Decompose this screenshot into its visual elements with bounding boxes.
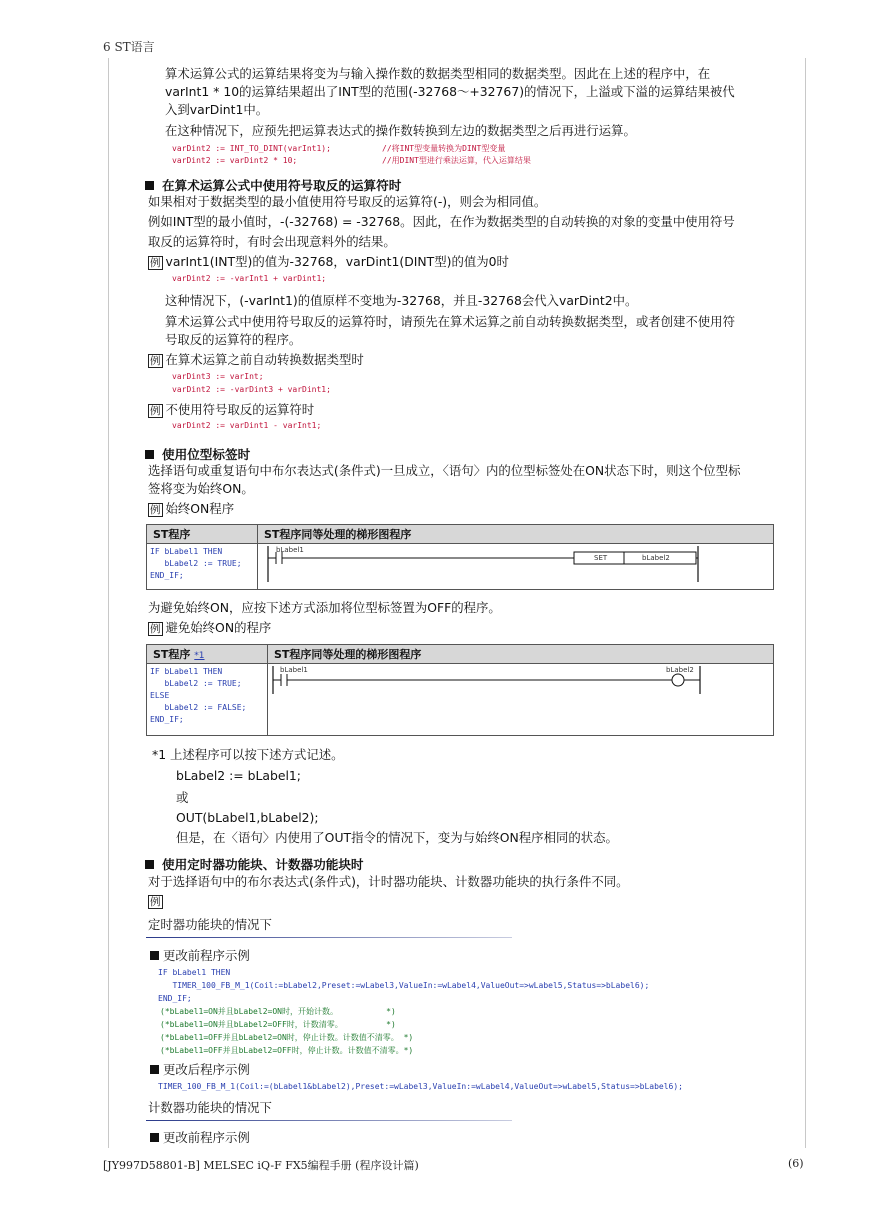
timer-before-code2: TIMER_100_FB_M_1(Coil:=bLabel2,Preset:=wLabel3,ValueIn:=wLabel4,ValueOut=>wLabel5,Status=>bLabel6); — [158, 981, 650, 990]
p1-code2-comment: //用DINT型进行乘法运算，代入运算结果 — [382, 156, 531, 165]
heading-square-icon — [145, 181, 154, 190]
bullet-square-icon — [150, 1133, 159, 1142]
heading-square-icon — [145, 450, 154, 459]
s1-example1-code: varDint2 := -varInt1 + varDint1; — [172, 274, 327, 283]
p1-line1: 算术运算公式的运算结果将变为与输入操作数的数据类型相同的数据类型。因此在上述的程序中，在 — [165, 66, 711, 81]
timer-before-label: 更改前程序示例 — [150, 948, 250, 964]
footnote-line5: 但是，在〈语句〉内使用了OUT指令的情况下，变为与始终ON程序相同的状态。 — [176, 830, 618, 845]
table2-header-ladder: ST程序同等处理的梯形图程序 — [268, 645, 774, 664]
p1-line4: 在这种情况下，应预先把运算表达式的操作数转换到左边的数据类型之后再进行运算。 — [165, 123, 636, 138]
table2-header-st: ST程序 *1 — [147, 645, 268, 664]
s1-example2-code2: varDint2 := -varDint3 + varDint1; — [172, 385, 331, 394]
s1-example2: 例 在算术运算之前自动转换数据类型时 — [150, 352, 364, 367]
s3-line1: 对于选择语句中的布尔表达式(条件式)，计时器功能块、计数器功能块的执行条件不同。 — [148, 874, 629, 889]
s2-example1: 例 始终ON程序 — [150, 501, 235, 516]
p1-code2: varDint2 := varDint2 * 10; — [172, 156, 298, 165]
p1-line3: 入到varDint1中。 — [165, 102, 269, 117]
example-badge: 例 — [150, 623, 161, 635]
s2-line3: 为避免始终ON，应按下述方式添加将位型标签置为OFF的程序。 — [148, 600, 501, 615]
footnote-line4: OUT(bLabel1,bLabel2); — [176, 810, 319, 825]
s1-line4: 这种情况下，(-varInt1)的值原样不变地为-32768，并且-32768会代入varDint2中。 — [165, 293, 638, 308]
table2-contact-label: bLabel1 — [280, 666, 308, 674]
table1-target-label: bLabel2 — [642, 554, 670, 562]
page-frame-left — [108, 58, 109, 1148]
s2-line1: 选择语句或重复语句中布尔表达式(条件式)一旦成立，〈语句〉内的位型标签处在ON状态下时，则这个位型标 — [148, 463, 741, 478]
timer-subheading-rule — [146, 937, 512, 938]
table1-st-code: IF bLabel1 THEN bLabel2 := TRUE; END_IF; — [150, 547, 242, 580]
s1-line2: 例如INT型的最小值时，-(-32768) = -32768。因此，在作为数据类型的自动转换的对象的变量中使用符号 — [148, 214, 735, 229]
page-frame-right — [805, 58, 806, 1148]
p1-code1: varDint2 := INT_TO_DINT(varInt1); — [172, 144, 331, 153]
bullet-square-icon — [150, 951, 159, 960]
s1-example1: 例 varInt1(INT型)的值为-32768，varDint1(DINT型)的值为0时 — [150, 254, 509, 269]
heading-square-icon — [145, 860, 154, 869]
footnote-link[interactable]: *1 — [194, 651, 205, 661]
footnote-line2: bLabel2 := bLabel1; — [176, 768, 301, 783]
timer-before-comment4: (*bLabel1=OFF并且bLabel2=OFF时，停止计数。计数值不清零。*) — [160, 1046, 414, 1055]
ladder-diagram-always-on — [258, 544, 772, 586]
counter-subheading-rule — [146, 1120, 512, 1121]
table2-st-code: IF bLabel1 THEN bLabel2 := TRUE; ELSE bLabel2 := FALSE; END_IF; — [150, 667, 247, 724]
timer-before-code3: END_IF; — [158, 994, 192, 1003]
chapter-header: 6 ST语言 — [103, 40, 155, 54]
s1-example3-code: varDint2 := varDint1 - varInt1; — [172, 421, 322, 430]
ladder-diagram-avoid-on — [268, 664, 773, 732]
section-bit-label-heading: 使用位型标签时 — [145, 444, 250, 463]
always-on-table — [146, 524, 774, 590]
s2-example2: 例 避免始终ON的程序 — [150, 620, 272, 635]
footnote-line3: 或 — [176, 790, 189, 805]
s1-line6: 号取反的运算符的程序。 — [165, 332, 302, 347]
table1-header-st: ST程序 — [147, 525, 258, 544]
table1-contact-label: bLabel1 — [276, 546, 304, 554]
example-badge: 例 — [150, 257, 161, 269]
timer-after-label: 更改后程序示例 — [150, 1062, 250, 1078]
footnote-line1: *1 上述程序可以按下述方式记述。 — [152, 747, 344, 762]
timer-before-code1: IF bLabel1 THEN — [158, 968, 231, 977]
footer-manual-title: [JY997D58801-B] MELSEC iQ-F FX5编程手册 (程序设计篇) — [103, 1159, 419, 1172]
s2-line2: 签将变为始终ON。 — [148, 481, 254, 496]
example-badge: 例 — [150, 896, 161, 908]
timer-before-comment2: (*bLabel1=ON并且bLabel2=OFF时，计数清零。 *) — [160, 1020, 396, 1029]
bullet-square-icon — [150, 1065, 159, 1074]
p1-code1-comment: //将INT型变量转换为DINT型变量 — [382, 144, 506, 153]
s1-line1: 如果相对于数据类型的最小值使用符号取反的运算符(-)，则会为相同值。 — [148, 194, 547, 209]
example-badge: 例 — [150, 405, 161, 417]
s1-line3: 取反的运算符时，有时会出现意料外的结果。 — [148, 234, 396, 249]
avoid-always-on-table — [146, 644, 774, 736]
s1-example3: 例 不使用符号取反的运算符时 — [150, 402, 315, 417]
section-negation-heading: 在算术运算公式中使用符号取反的运算符时 — [145, 175, 401, 194]
table1-header-ladder: ST程序同等处理的梯形图程序 — [258, 525, 774, 544]
timer-before-comment3: (*bLabel1=OFF并且bLabel2=ON时，停止计数。计数值不清零。 *) — [160, 1033, 414, 1042]
timer-subheading: 定时器功能块的情况下 — [148, 917, 272, 932]
counter-subheading: 计数器功能块的情况下 — [148, 1100, 272, 1115]
s3-example — [148, 893, 166, 909]
table2-coil-label: bLabel2 — [666, 666, 694, 674]
p1-line2: varInt1 * 10的运算结果超出了INT型的范围(-32768～+32767)的情况下，上溢或下溢的运算结果被代 — [165, 84, 735, 99]
section-timer-counter-heading: 使用定时器功能块、计数器功能块时 — [145, 854, 364, 873]
example-badge: 例 — [150, 355, 161, 367]
counter-before-label: 更改前程序示例 — [150, 1130, 250, 1146]
timer-before-comment1: (*bLabel1=ON并且bLabel2=ON时，开始计数。 *) — [160, 1007, 396, 1016]
s1-example2-code1: varDint3 := varInt; — [172, 372, 264, 381]
example-badge: 例 — [150, 504, 161, 516]
footer-page-number: (6) — [788, 1157, 804, 1170]
table1-set-label: SET — [594, 554, 608, 562]
timer-after-code1: TIMER_100_FB_M_1(Coil:=(bLabel1&bLabel2),Preset:=wLabel3,ValueIn:=wLabel4,ValueOut=>wLabel5,Status=>bLabel6); — [158, 1082, 683, 1091]
s1-line5: 算术运算公式中使用符号取反的运算符时，请预先在算术运算之前自动转换数据类型，或者创建不使用符 — [165, 314, 735, 329]
